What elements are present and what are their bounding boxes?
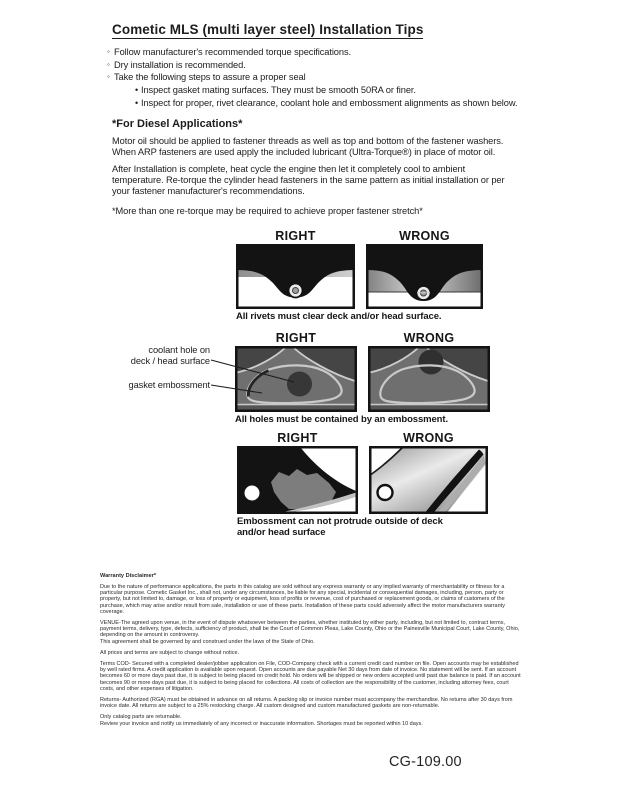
- legal-paragraph: Terms COD- Secured with a completed dealer/jobber application on File, COD-Company check with a current credit card number on file. Open accounts may be established by well rated firms. A credit application is available upon request. Open accounts are due payable Net 30 days from date of invoice. No statement will be sent. If an account becomes 60 or more days past due, it is subject to being placed on credit hold. No orders will be shipped or new orders accepted until past due balance is paid. If an account becomes 90 or more days past due, it is subject to being placed for collections. All costs of collection are the responsibility of the customer, including attorney fees, court costs, and other expenses of litigation.: [100, 661, 521, 692]
- bullet-item: [107, 46, 532, 59]
- retorque-note: *More than one re-torque may be required to achieve proper fastener stretch*: [112, 205, 423, 216]
- sub-bullet-text: Inspect for proper, rivet clearance, coolant hole and embossment alignments as shown below.: [141, 97, 518, 108]
- rivet-wrong-diagram: [366, 244, 483, 309]
- bullet-marker: •: [135, 85, 139, 96]
- warranty-disclaimer-block: [100, 573, 524, 727]
- embossment-right-diagram: [237, 446, 358, 514]
- right-label: RIGHT: [275, 331, 317, 345]
- embossment-diagram-row: [237, 431, 488, 539]
- wrong-label: WRONG: [403, 431, 454, 445]
- callout-embossment-label: gasket embossment: [128, 380, 210, 390]
- embossment-caption: Embossment can not protrude outside of deck and/or head surface: [237, 516, 443, 538]
- sub-bullet-item: [135, 84, 532, 97]
- main-text-column: [107, 21, 532, 216]
- legal-paragraph: Review your invoice and notify us immediately of any incorrect or inaccurate information. Shortages must be reported within 10 days.: [100, 720, 423, 727]
- doc-code: CG-109.00: [389, 754, 462, 770]
- bullet-marker: •: [135, 97, 139, 108]
- sub-bullet-text: Inspect gasket mating surfaces. They must be smooth 50RA or finer.: [141, 85, 416, 96]
- rivet-caption: All rivets must clear deck and/or head surface.: [236, 311, 442, 322]
- bullet-text: Dry installation is recommended.: [114, 59, 246, 70]
- bullet-text: Follow manufacturer's recommended torque specifications.: [114, 47, 351, 57]
- wrong-label: WRONG: [403, 331, 455, 345]
- right-label: RIGHT: [277, 431, 318, 445]
- bullet-item: [107, 71, 532, 84]
- legal-paragraph: This agreement shall be governed by and construed under the laws of the State of Ohio.: [100, 638, 315, 645]
- wrong-label: WRONG: [399, 229, 450, 243]
- page-title: Cometic MLS (multi layer steel) Installation Tips: [112, 22, 424, 37]
- embossment-wrong-diagram: [369, 446, 488, 514]
- diesel-paragraph-2: After Installation is complete, heat cycle the engine then let it completely cool to ambient temperature. Re-torque the cylinder head fasteners in the same pattern as initial installation or per your fastener manufacturer's recommendations.: [112, 163, 505, 197]
- bullet-text: Take the following steps to assure a proper seal: [114, 72, 306, 83]
- callout-coolant-label: coolant hole on deck / head surface: [130, 345, 210, 366]
- bullet-marker: ◦: [107, 59, 110, 69]
- legal-paragraph: VENUE-The agreed upon venue, in the event of dispute whatsoever between the parties, whether instituted by either party, including, but not limited to, contract terms, payment terms, delivery, type, defects, sufficiency of product, shall be the Court of Common Pleas, Lake County, Ohio or the Painesville Municipal Court, Lake County, Ohio, depending on the amount in controversy.: [100, 620, 520, 639]
- legal-paragraph: Due to the nature of performance applications, the parts in this catalog are sold without any express warranty or any implied warranty of merchantability or fitness for a particular purpose. Cometic Gasket Inc., shall not, under any circumstances, be liable for any special, incidental or consequential damages, including, person, party or property, but not limited to, damage, or loss of property or equipment, loss of profits or revenue, cost of purchased or replacement goods, or claims of customers of the purchase, which may arise and/or result from sale, installation or use of these parts. Installation of these parts could adversely affect the motor manufacturers warranty coverage.: [100, 584, 505, 615]
- sub-bullet-item: [135, 97, 532, 110]
- bullet-marker: ◦: [107, 47, 110, 56]
- diesel-paragraph-1: Motor oil should be applied to fastener threads as well as top and bottom of the fastener washers. When ARP fasteners are used apply the included lubricant (Ultra-Torque®) in place of motor oil.: [112, 135, 504, 157]
- bullet-marker: ◦: [107, 72, 110, 82]
- legal-paragraph: All prices and terms are subject to change without notice.: [100, 649, 240, 656]
- legal-paragraph: Only catalog parts are returnable.: [100, 714, 182, 721]
- right-label: RIGHT: [275, 229, 316, 243]
- bullet-item: [107, 59, 532, 72]
- holes-wrong-diagram: [368, 346, 490, 412]
- warranty-heading: Warranty Disclaimer*: [100, 573, 157, 579]
- rivet-diagram-row: [236, 229, 483, 323]
- diesel-applications-heading: *For Diesel Applications*: [112, 117, 243, 130]
- callout-leader-lines: [210, 352, 298, 398]
- installation-tips-list: [107, 46, 532, 110]
- legal-paragraph: Returns- Authorized (RGA) must be obtained in advance on all returns. A packing slip or invoice number must accompany the merchandise. No returns after 30 days from invoice date. All returns are subject to a 25% restocking charge. All custom designed and custom manufactured gaskets are non-returnable.: [100, 697, 513, 710]
- holes-caption: All holes must be contained by an embossment.: [235, 414, 448, 425]
- rivet-right-diagram: [236, 244, 355, 309]
